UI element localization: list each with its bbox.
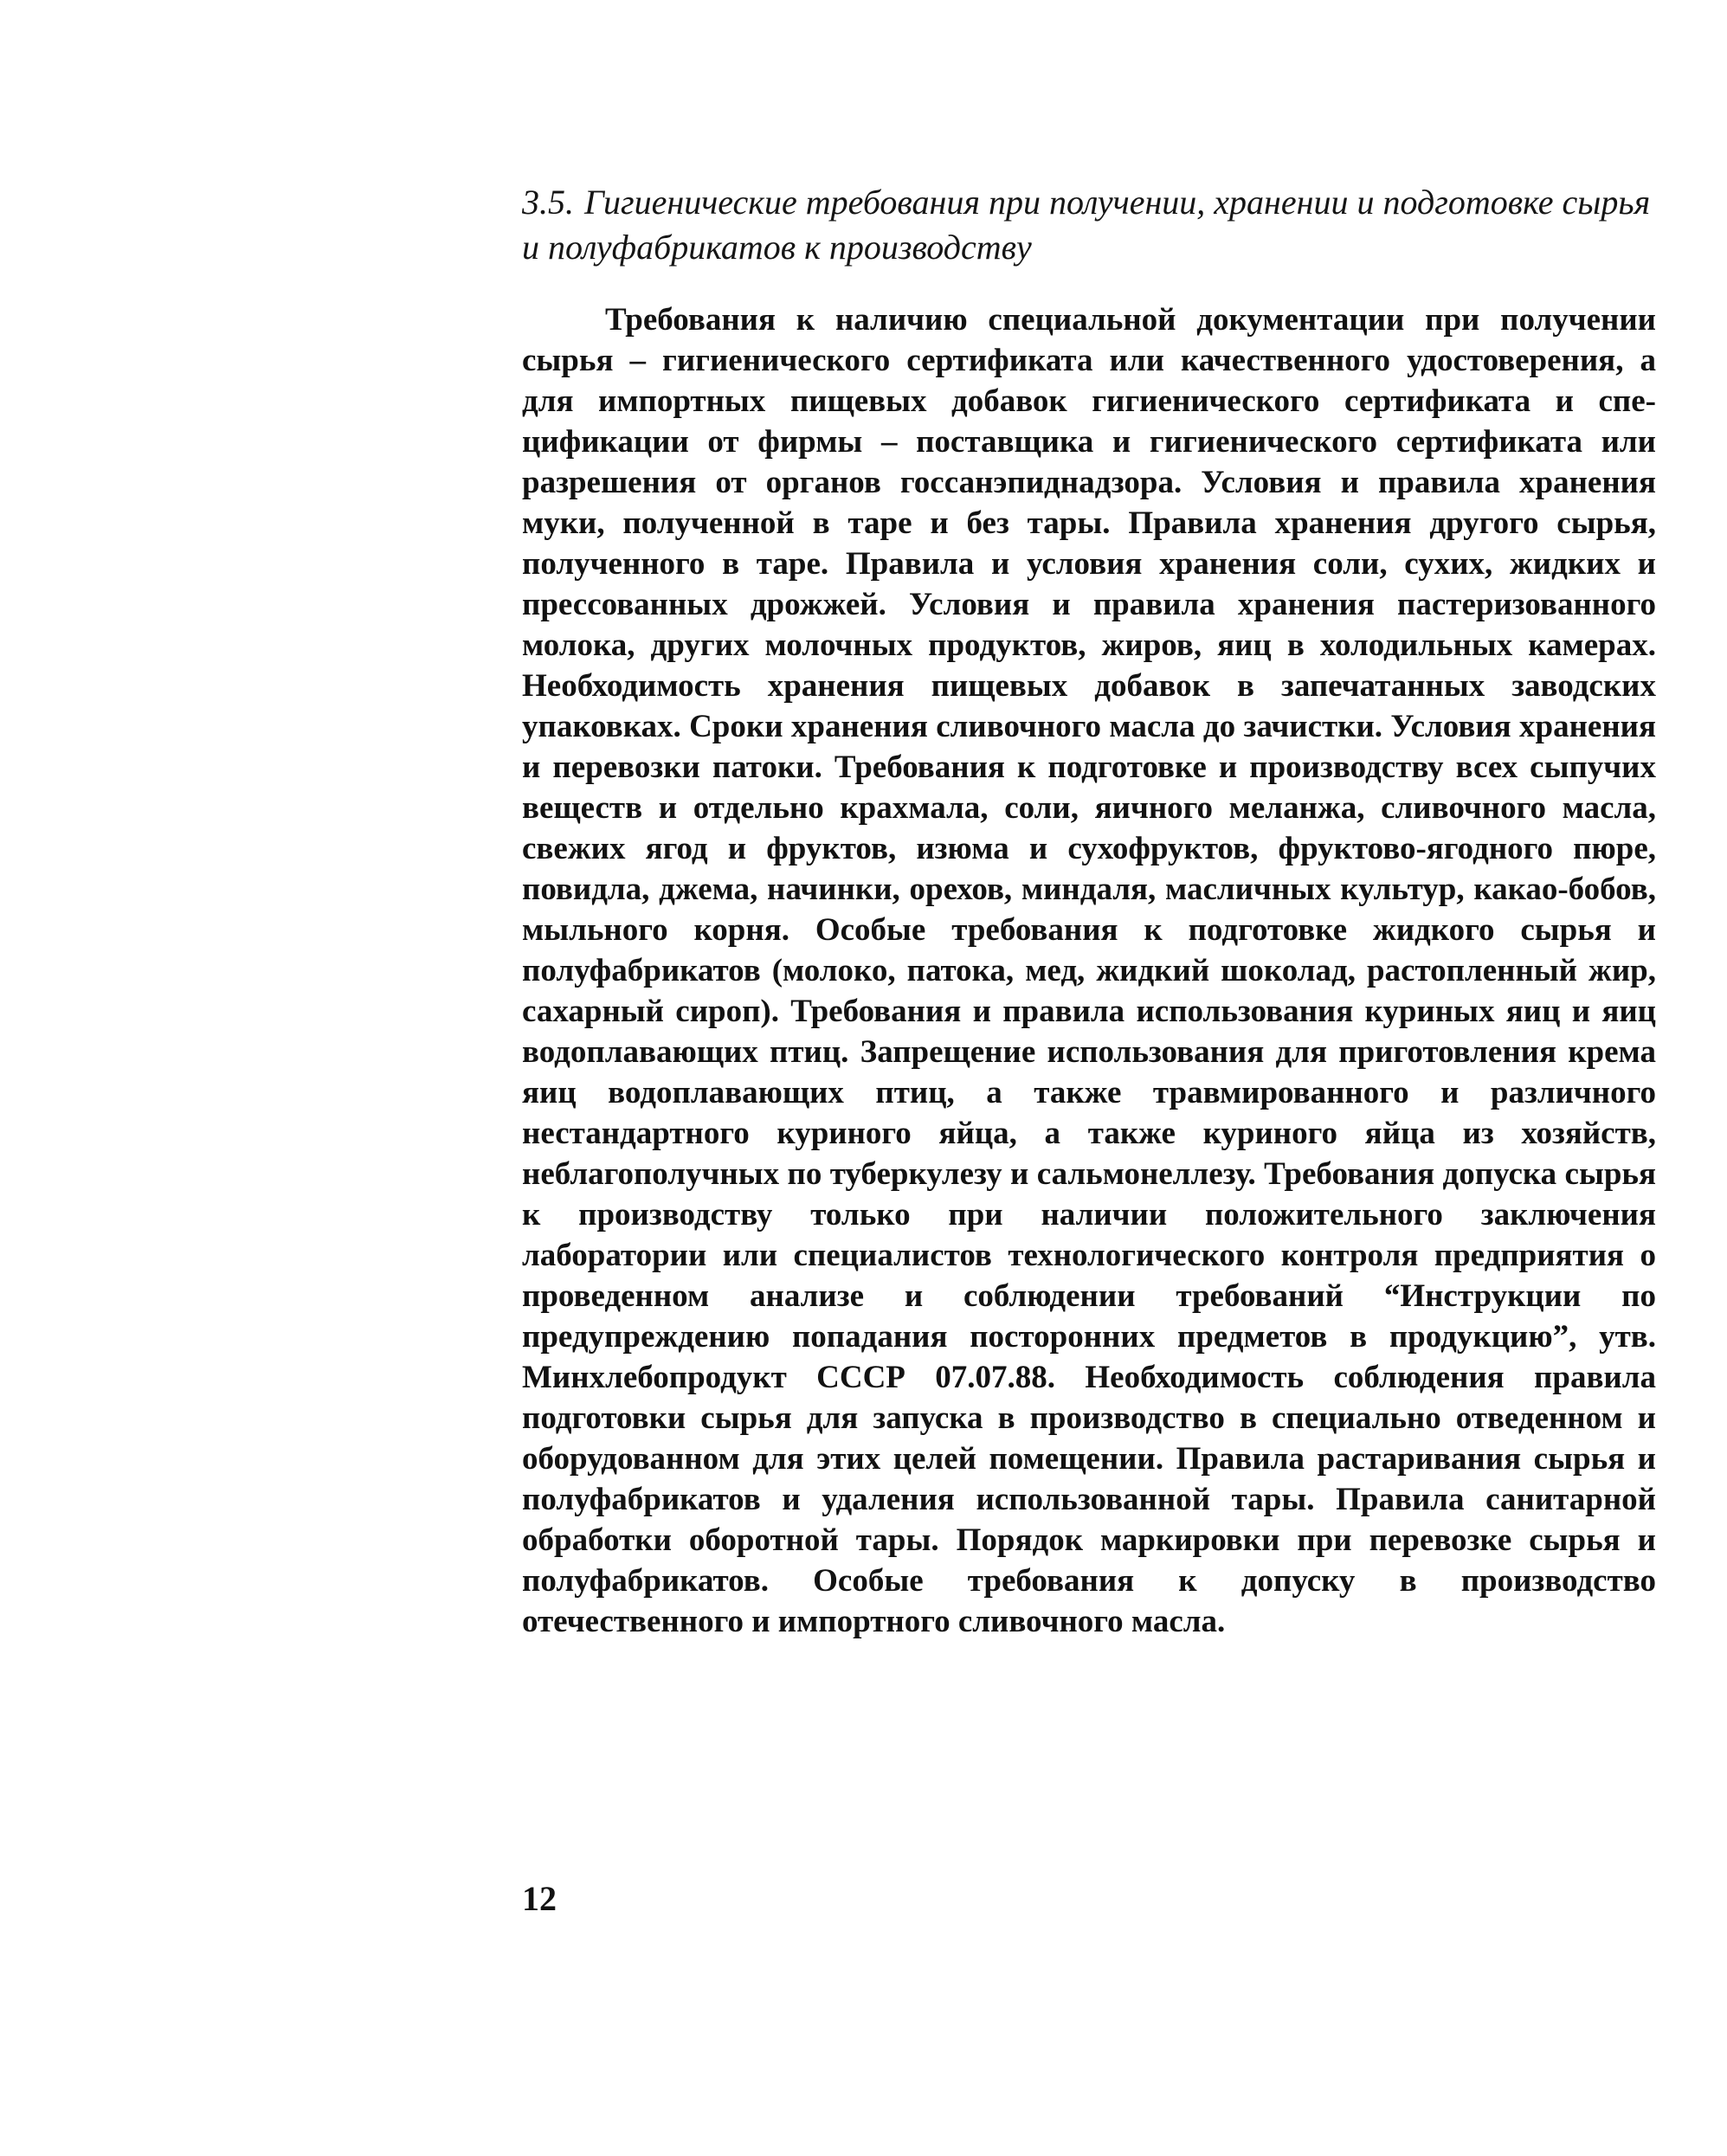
body-paragraph: Требования к наличию специальной документации при получении сырья – гигиенического сертификата или качественного удостоверения, а для импортных пищевых добавок гигиенического сертификата и спецификации от фирмы – поставщика и гигиенического сертификата или разрешения от органов госсанэпиднадзора. Условия и правила хранения муки, полученной в таре и без тары. Правила хранения другого сырья, полученного в таре. Правила и условия хранения соли, сухих, жидких и прессованных дрожжей. Условия и правила хранения пастеризованного молока, других молочных продуктов, жиров, яиц в холодильных камерах. Необходимость хранения пищевых добавок в запечатанных заводских упаковках. Сроки хранения сливочного масла до зачистки. Условия хранения и перевозки патоки. Требования к подготовке и производству всех сыпучих веществ и отдельно крахмала, соли, яичного меланжа, сливочного масла, свежих ягод и фруктов, изюма и сухофруктов, фруктово-ягодного пюре, повидла, джема, начинки, орехов, миндаля, масличных культур, какао-бобов, мыльного корня. Особые требования к подготовке жидкого сырья и полуфабрикатов (молоко, патока, мед, жидкий шоколад, растопленный жир, сахарный сироп). Требования и правила использования куриных яиц и яиц водоплавающих птиц. Запрещение использования для приготовления крема яиц водоплавающих птиц, а также травмированного и различного нестандартного куриного яйца, а также куриного яйца из хозяйств, неблагополучных по туберкулезу и сальмонеллезу. Требования допуска сырья к производству только при наличии положительного заключения лаборатории или специалистов технологического контроля предприятия о проведенном анализе и соблюдении требований “Инструкции по предупреждению попадания посторонних предметов в продукцию”, утв. Минхлебопродукт СССР 07.07.88. Необходимость соблюдения правила подготовки сырья для запуска в производство в специально отведенном и оборудованном для этих целей помещении. Правила растаривания сырья и полуфабрикатов и удаления использованной тары. Правила санитарной обработки оборотной тары. Порядок маркировки при перевозке сырья и полуфабрикатов. Особые требования к допуску в производство отечественного и импортного сливочного масла. <box>522 302 1656 1639</box>
section-number: 3.5. <box>522 183 574 222</box>
section-heading <box>522 180 1665 270</box>
page-number: 12 <box>522 1879 557 1918</box>
section-title: Гигиенические требования при получении, хранении и подготовке сырья и полуфабрикатов к производству <box>522 183 1651 267</box>
